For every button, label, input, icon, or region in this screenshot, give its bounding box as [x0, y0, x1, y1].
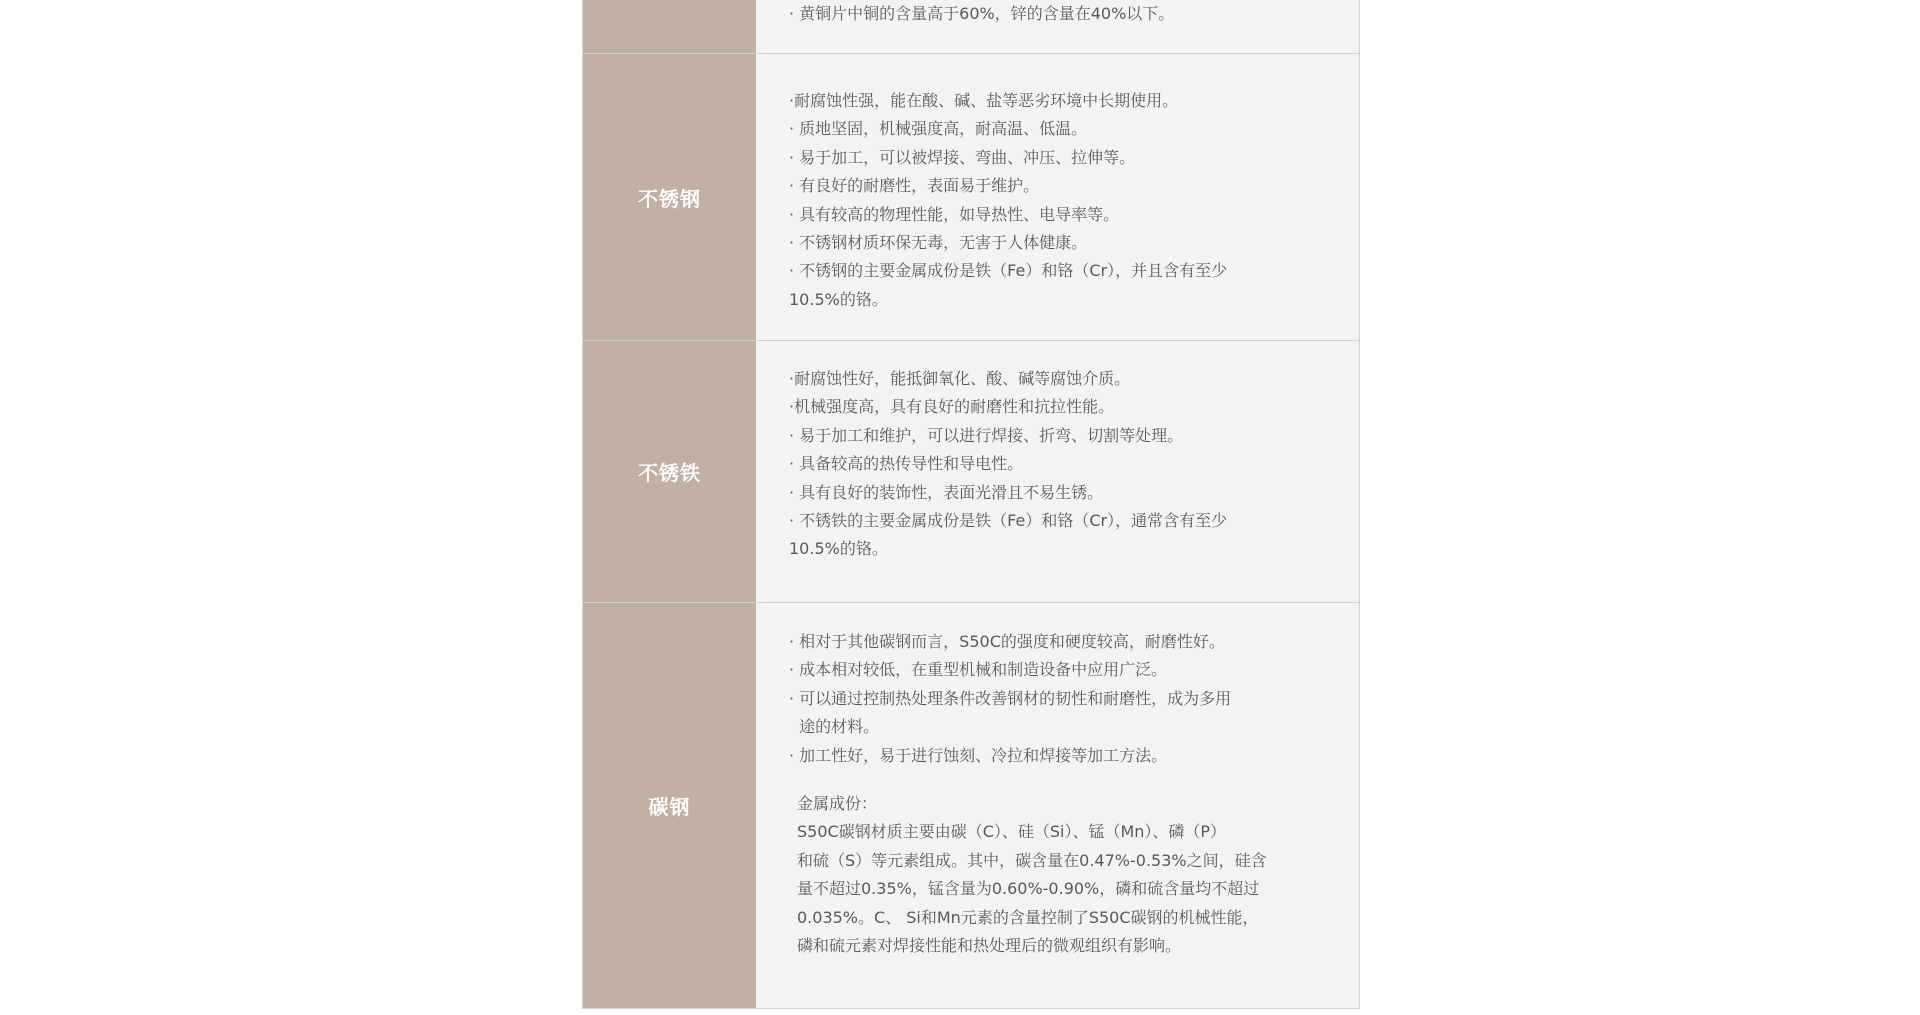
composition-heading: 金属成份： [797, 794, 878, 814]
description-line: 10.5%的铬。 [789, 289, 888, 309]
material-description-cell [756, 603, 1359, 1008]
table-row-brass [583, 0, 1359, 54]
table-row-carbon-steel [583, 603, 1359, 1009]
composition-line: S50C碳钢材质主要由碳（C）、硅（Si）、锰（Mn）、磷（P） [797, 822, 1227, 842]
material-label-cell [583, 0, 756, 53]
table-row-stainless-iron [583, 341, 1359, 603]
description-line: · 易于加工，可以被焊接、弯曲、冲压、拉伸等。 [789, 147, 1136, 167]
composition-line: 0.035%。C、 Si和Mn元素的含量控制了S50C碳钢的机械性能， [797, 907, 1259, 927]
description-line: 途的材料。 [789, 717, 880, 737]
description-line: ·机械强度高，具有良好的耐磨性和抗拉性能。 [789, 397, 1115, 417]
material-label-cell [583, 603, 756, 1008]
description-line: · 成本相对较低，在重型机械和制造设备中应用广泛。 [789, 660, 1168, 680]
description-line: ·耐腐蚀性好，能抵御氧化、酸、碱等腐蚀介质。 [789, 369, 1131, 388]
material-label: 不锈钢 [638, 186, 701, 211]
description-line: · 不锈钢的主要金属成份是铁（Fe）和铬（Cr），并且含有至少 [789, 261, 1228, 281]
material-description-cell [756, 341, 1359, 602]
description-line: · 不锈钢材质环保无毒，无害于人体健康。 [789, 233, 1088, 253]
description-line: · 不锈铁的主要金属成份是铁（Fe）和铬（Cr），通常含有至少 [789, 511, 1228, 531]
material-label: 不锈铁 [638, 461, 701, 485]
description-line: · 加工性好，易于进行蚀刻、冷拉和焊接等加工方法。 [789, 745, 1168, 765]
description-line: · 质地坚固，机械强度高，耐高温、低温。 [789, 119, 1088, 139]
material-label-cell [583, 341, 756, 602]
composition-line: 磷和硫元素对焊接性能和热处理后的微观组织有影响。 [797, 936, 1182, 956]
description-line: 10.5%的铬。 [789, 539, 888, 559]
description-line: · 有良好的耐磨性，表面易于维护。 [789, 176, 1040, 196]
description-line: · 具备较高的热传导性和导电性。 [789, 454, 1024, 474]
table-row-stainless-steel [583, 54, 1359, 341]
paragraph-spacer [789, 770, 1329, 790]
material-properties-table [582, 0, 1360, 1009]
description-line: · 具有良好的装饰性，表面光滑且不易生锈。 [789, 482, 1104, 502]
description-line: · 黄铜片中铜的含量高于60%，锌的含量在40%以下。 [789, 4, 1175, 23]
description-line: · 可以通过控制热处理条件改善钢材的韧性和耐磨性，成为多用 [789, 688, 1232, 708]
description-line: ·耐腐蚀性强，能在酸、碱、盐等恶劣环境中长期使用。 [789, 91, 1179, 110]
material-description-cell [756, 0, 1359, 53]
description-line: · 相对于其他碳钢而言，S50C的强度和硬度较高，耐磨性好。 [789, 632, 1225, 651]
description-line: · 易于加工和维护，可以进行焊接、折弯、切割等处理。 [789, 425, 1184, 445]
description-line: · 具有较高的物理性能，如导热性、电导率等。 [789, 204, 1120, 224]
material-label-cell [583, 54, 756, 340]
material-description-cell [756, 54, 1359, 340]
material-label: 碳钢 [648, 795, 691, 819]
composition-line: 和硫（S）等元素组成。其中，碳含量在0.47%-0.53%之间，硅含 [797, 850, 1267, 870]
composition-line: 量不超过0.35%，锰含量为0.60%-0.90%，磷和硫含量均不超过 [797, 879, 1260, 899]
